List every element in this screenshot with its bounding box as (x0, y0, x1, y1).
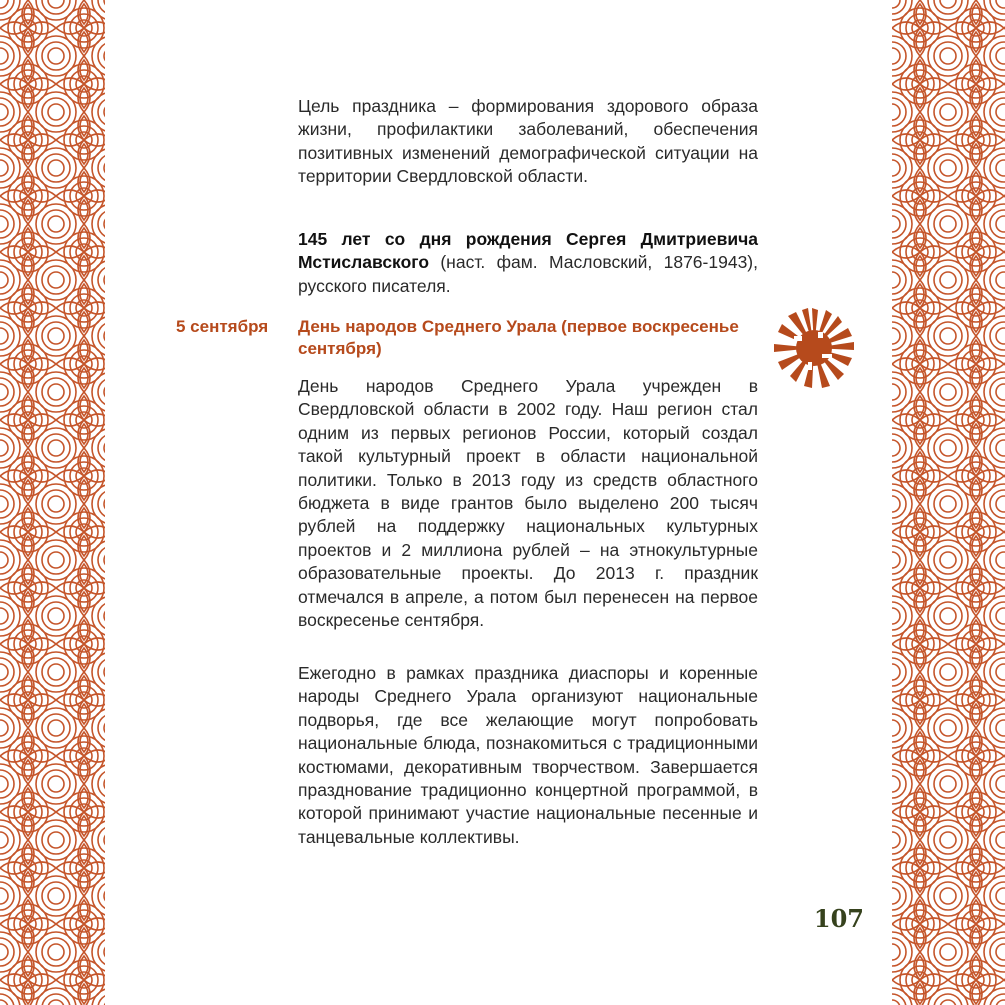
decorative-border-right (892, 0, 1005, 1005)
paragraph-text: День народов Среднего Урала учрежден в Свердловской области в 2002 году. Наш регион стал одним из первых регионов России, который создал такой культурный проект в области национальной политики. Только в 2013 году из средств областного бюджета в виде грантов было выделено 200 тысяч рублей на поддержку национальных культурных проектов и 2 миллиона рублей – на этнокультурные образовательные проекты. До 2013 г. праздник отмечался в апреле, а потом был перенесен на первое воскресенье сентября. (298, 376, 758, 631)
event-date: 5 сентября (176, 317, 269, 336)
paragraph-health-goal (298, 95, 758, 189)
paragraph-text: Цель праздника – формирования здорового образа жизни, профилактики заболеваний, обеспечения позитивных изменений демографической ситуации на территории Свердловской области. (298, 96, 758, 187)
sunburst-emblem-icon (772, 306, 856, 390)
page-number: 107 (813, 904, 864, 933)
anniversary-title: 145 лет со дня рождения Сергея Дмитриевича Мстиславского (298, 229, 758, 273)
floral-pattern-left (0, 0, 105, 1005)
event-title: День народов Среднего Урала (первое воскресенье сентября) (298, 317, 739, 358)
anniversary-detail: (наст. фам. Масловский, 1876-1943), русского писателя. (298, 252, 758, 296)
anniversary-paragraph (298, 228, 758, 298)
floral-pattern-right (892, 0, 1005, 1005)
decorative-border-left (0, 0, 105, 1005)
paragraph-text: Ежегодно в рамках праздника диаспоры и коренные народы Среднего Урала организуют национальные подворья, где все желающие могут попробовать национальные блюда, познакомиться с традиционными костюмами, декоративным творчеством. Завершается празднование традиционно концертной программой, в которой принимают участие национальные песенные и танцевальные коллективы. (298, 663, 758, 847)
paragraph-history (298, 375, 758, 632)
anniversary-entry (298, 228, 758, 298)
paragraph-celebration (298, 662, 758, 849)
